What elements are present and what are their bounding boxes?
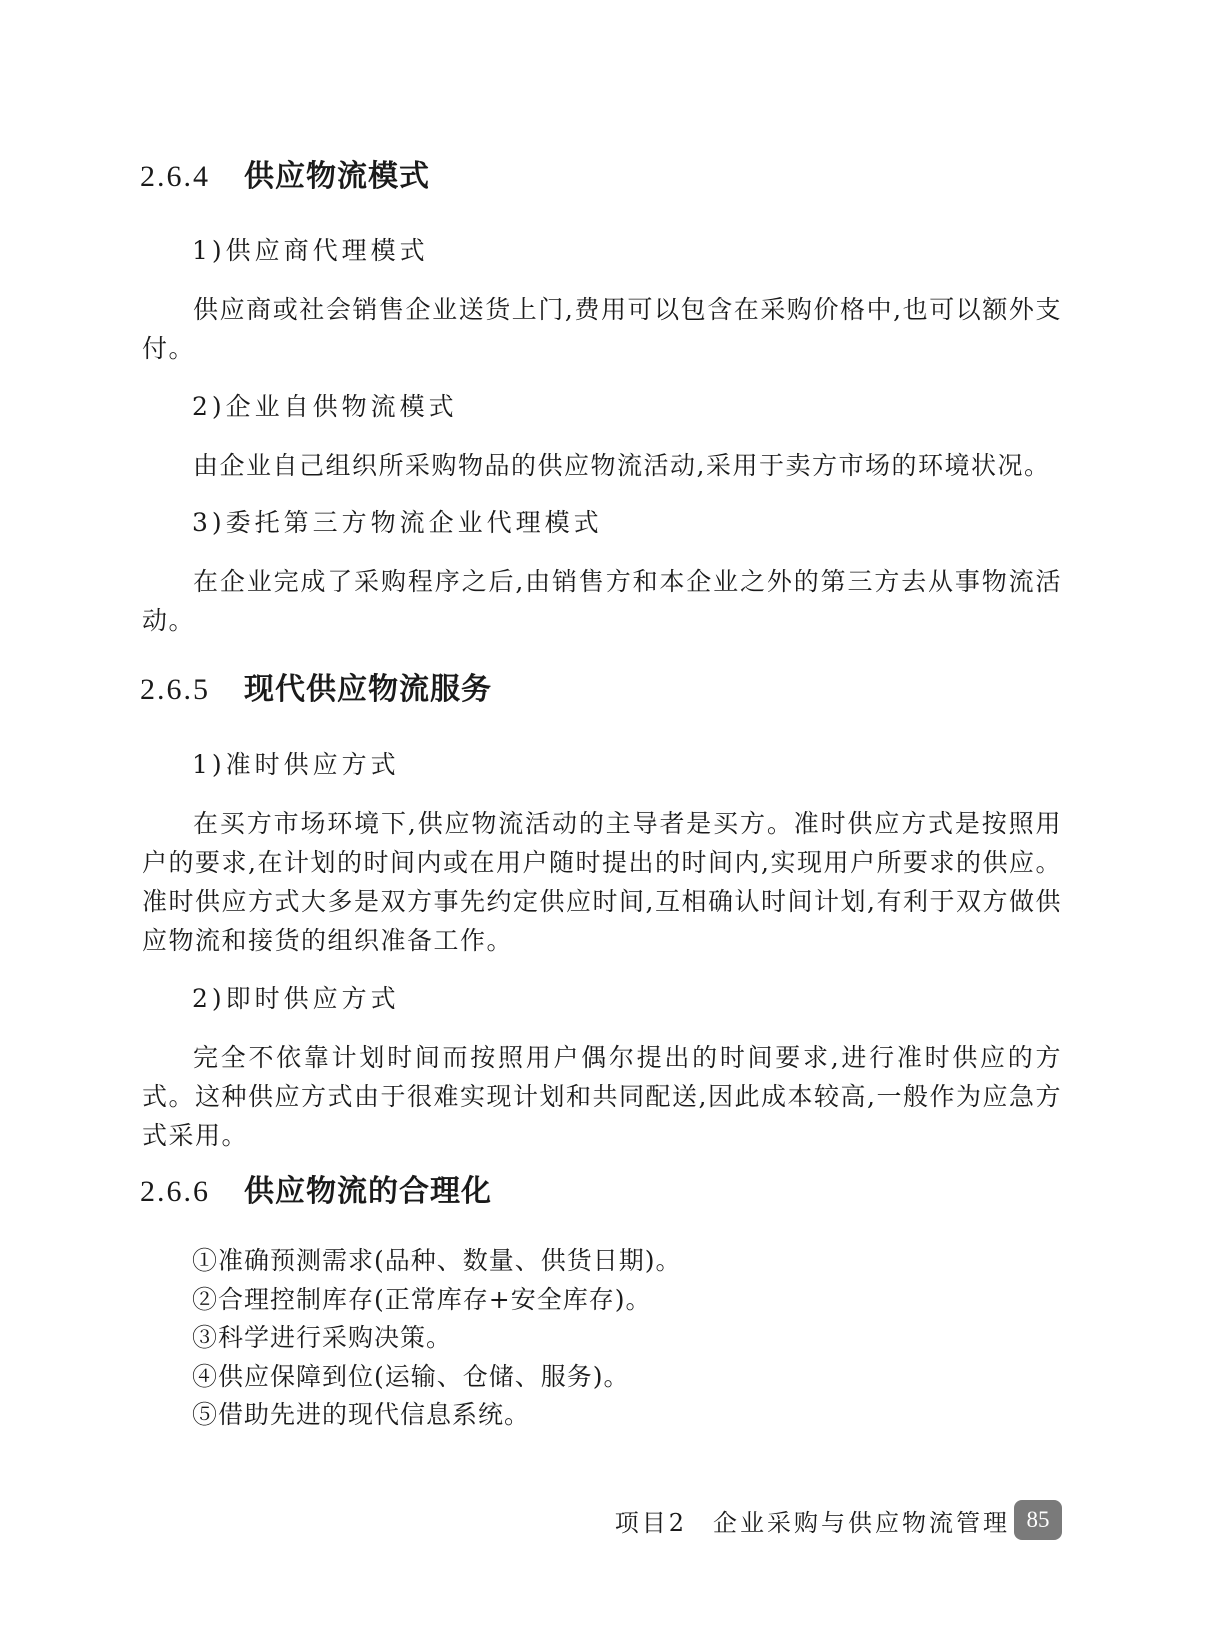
- section-title: 供应物流模式: [244, 159, 430, 194]
- paragraph: 在企业完成了采购程序之后,由销售方和本企业之外的第三方去从事物流活动。: [142, 567, 1062, 635]
- section-number: 2.6.5: [140, 673, 210, 706]
- list-item: ②合理控制库存(正常库存+安全库存)。: [192, 1284, 652, 1314]
- section-title: 现代供应物流服务: [244, 672, 492, 707]
- subsection-heading: 2)即时供应方式: [192, 984, 400, 1013]
- subsection-heading: 3)委托第三方物流企业代理模式: [192, 508, 603, 537]
- subsection-heading: 2)企业自供物流模式: [192, 392, 458, 421]
- paragraph: 由企业自己组织所采购物品的供应物流活动,采用于卖方市场的环境状况。: [193, 451, 1051, 480]
- section-title: 供应物流的合理化: [244, 1174, 492, 1209]
- list-item: ④供应保障到位(运输、仓储、服务)。: [192, 1361, 630, 1391]
- list-item: ⑤借助先进的现代信息系统。: [192, 1400, 531, 1429]
- section-heading-2-6-5: [140, 670, 492, 710]
- page-footer: [615, 1498, 1062, 1542]
- rationalization-list: [192, 1242, 682, 1435]
- paragraph: 完全不依靠计划时间而按照用户偶尔提出的时间要求,进行准时供应的方式。这种供应方式由于很难实现计划和共同配送,因此成本较高,一般作为应急方式采用。: [142, 1043, 1062, 1150]
- section-heading-2-6-4: [140, 157, 430, 197]
- section-number: 2.6.4: [140, 160, 210, 193]
- subsection-heading: 1)供应商代理模式: [192, 236, 429, 265]
- footer-project-label: 项目2: [614, 1508, 687, 1537]
- paragraph: 供应商或社会销售企业送货上门,费用可以包含在采购价格中,也可以额外支付。: [142, 295, 1062, 363]
- paragraph: 在买方市场环境下,供应物流活动的主导者是买方。准时供应方式是按照用户的要求,在计划的时间内或在用户随时提出的时间内,实现用户所要求的供应。准时供应方式大多是双方事先约定供应时间,互相确认时间计划,有利于双方做供应物流和接货的组织准备工作。: [142, 809, 1062, 955]
- list-item: ③科学进行采购决策。: [192, 1323, 453, 1352]
- section-number: 2.6.6: [140, 1175, 210, 1208]
- footer-chapter-title: 企业采购与供应物流管理: [713, 1508, 1010, 1537]
- section-heading-2-6-6: [140, 1172, 492, 1212]
- subsection-heading: 1)准时供应方式: [192, 750, 400, 779]
- list-item: ①准确预测需求(品种、数量、供货日期)。: [192, 1246, 682, 1275]
- page-number-badge: 85: [1014, 1500, 1062, 1540]
